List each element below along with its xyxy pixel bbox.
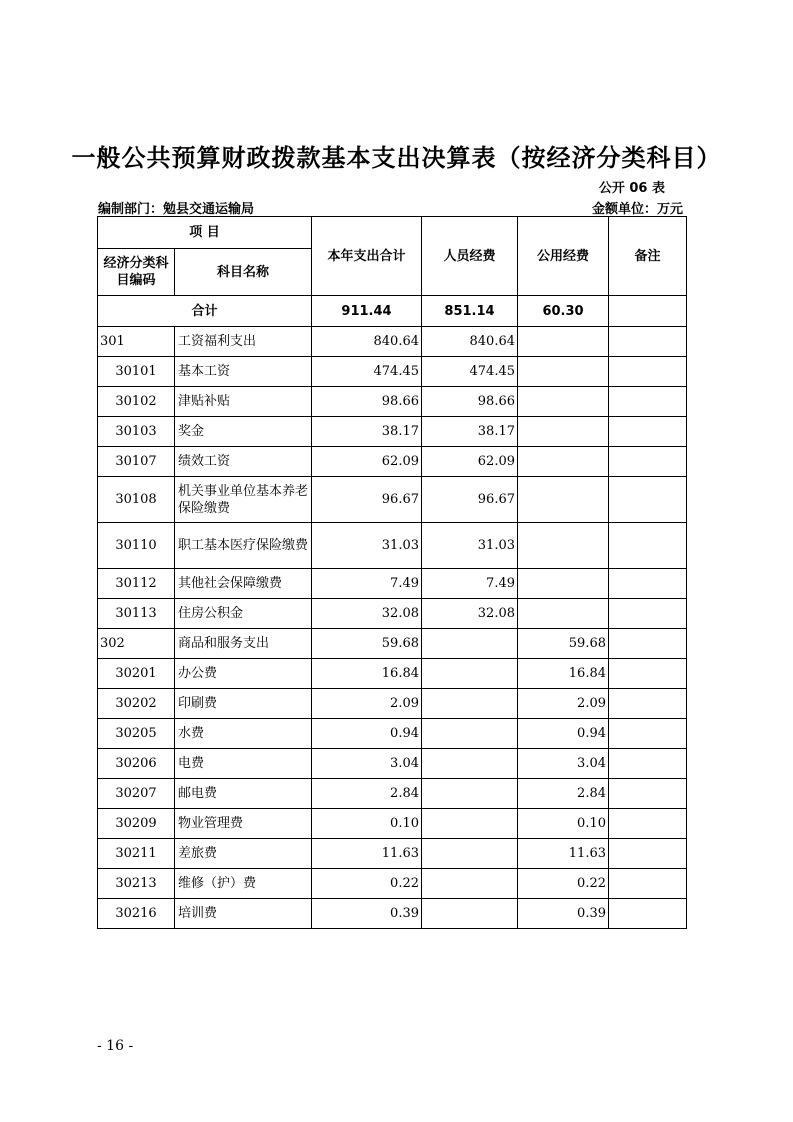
public-cell: 0.94 bbox=[518, 719, 609, 749]
form-number: 公开 06 表 bbox=[598, 181, 665, 196]
note-cell bbox=[609, 447, 687, 477]
note-cell bbox=[609, 357, 687, 387]
public-cell: 16.84 bbox=[518, 659, 609, 689]
table-row bbox=[98, 417, 687, 447]
name-cell: 工资福利支出 bbox=[175, 327, 312, 357]
code-cell: 302 bbox=[98, 629, 175, 659]
total-personnel: 851.14 bbox=[422, 296, 518, 327]
note-cell bbox=[609, 569, 687, 599]
personnel-cell bbox=[422, 749, 518, 779]
name-cell: 基本工资 bbox=[175, 357, 312, 387]
name-cell: 印刷费 bbox=[175, 689, 312, 719]
personnel-cell: 96.67 bbox=[422, 477, 518, 523]
name-cell: 其他社会保障缴费 bbox=[175, 569, 312, 599]
personnel-cell bbox=[422, 629, 518, 659]
total-row bbox=[98, 296, 687, 327]
note-cell bbox=[609, 749, 687, 779]
personnel-cell: 31.03 bbox=[422, 523, 518, 569]
unit-label: 金额单位：万元 bbox=[591, 202, 683, 217]
note-cell bbox=[609, 417, 687, 447]
total-cell: 2.84 bbox=[312, 779, 422, 809]
total-cell: 62.09 bbox=[312, 447, 422, 477]
total-cell: 98.66 bbox=[312, 387, 422, 417]
name-cell: 住房公积金 bbox=[175, 599, 312, 629]
note-cell bbox=[609, 523, 687, 569]
table-row bbox=[98, 869, 687, 899]
note-cell bbox=[609, 719, 687, 749]
public-cell: 0.10 bbox=[518, 809, 609, 839]
code-cell: 30213 bbox=[98, 869, 175, 899]
code-cell: 30202 bbox=[98, 689, 175, 719]
public-cell: 0.22 bbox=[518, 869, 609, 899]
total-cell: 38.17 bbox=[312, 417, 422, 447]
header-project: 项 目 bbox=[98, 217, 312, 249]
public-cell bbox=[518, 523, 609, 569]
note-cell bbox=[609, 327, 687, 357]
total-cell: 0.10 bbox=[312, 809, 422, 839]
public-cell: 3.04 bbox=[518, 749, 609, 779]
name-cell: 维修（护）费 bbox=[175, 869, 312, 899]
table-row bbox=[98, 569, 687, 599]
total-public: 60.30 bbox=[518, 296, 609, 327]
code-cell: 30201 bbox=[98, 659, 175, 689]
table-row bbox=[98, 839, 687, 869]
name-cell: 物业管理费 bbox=[175, 809, 312, 839]
total-label: 合计 bbox=[98, 296, 312, 327]
code-cell: 30108 bbox=[98, 477, 175, 523]
department-label: 编制部门：勉县交通运输局 bbox=[98, 202, 255, 217]
public-cell: 2.09 bbox=[518, 689, 609, 719]
public-cell bbox=[518, 477, 609, 523]
code-cell: 30113 bbox=[98, 599, 175, 629]
code-cell: 30205 bbox=[98, 719, 175, 749]
table-row bbox=[98, 357, 687, 387]
table-row bbox=[98, 779, 687, 809]
code-cell: 30209 bbox=[98, 809, 175, 839]
note-cell bbox=[609, 809, 687, 839]
personnel-cell bbox=[422, 899, 518, 929]
personnel-cell bbox=[422, 689, 518, 719]
public-cell bbox=[518, 387, 609, 417]
name-cell: 培训费 bbox=[175, 899, 312, 929]
total-cell: 11.63 bbox=[312, 839, 422, 869]
personnel-cell bbox=[422, 719, 518, 749]
table-row bbox=[98, 809, 687, 839]
name-cell: 办公费 bbox=[175, 659, 312, 689]
table-row bbox=[98, 899, 687, 929]
table-row bbox=[98, 477, 687, 523]
public-cell bbox=[518, 357, 609, 387]
name-cell: 水费 bbox=[175, 719, 312, 749]
personnel-cell bbox=[422, 869, 518, 899]
total-cell: 474.45 bbox=[312, 357, 422, 387]
name-cell: 职工基本医疗保险缴费 bbox=[175, 523, 312, 569]
name-cell: 邮电费 bbox=[175, 779, 312, 809]
total-cell: 0.94 bbox=[312, 719, 422, 749]
code-cell: 30216 bbox=[98, 899, 175, 929]
public-cell: 2.84 bbox=[518, 779, 609, 809]
name-cell: 差旅费 bbox=[175, 839, 312, 869]
code-cell: 30101 bbox=[98, 357, 175, 387]
table-row bbox=[98, 689, 687, 719]
personnel-cell: 32.08 bbox=[422, 599, 518, 629]
total-cell: 32.08 bbox=[312, 599, 422, 629]
public-cell: 0.39 bbox=[518, 899, 609, 929]
table-row bbox=[98, 659, 687, 689]
header-personnel: 人员经费 bbox=[422, 217, 518, 296]
table-row bbox=[98, 629, 687, 659]
personnel-cell: 7.49 bbox=[422, 569, 518, 599]
name-cell: 津贴补贴 bbox=[175, 387, 312, 417]
note-cell bbox=[609, 899, 687, 929]
table-row bbox=[98, 387, 687, 417]
personnel-cell: 62.09 bbox=[422, 447, 518, 477]
note-cell bbox=[609, 387, 687, 417]
name-cell: 电费 bbox=[175, 749, 312, 779]
total-cell: 0.22 bbox=[312, 869, 422, 899]
name-cell: 奖金 bbox=[175, 417, 312, 447]
total-cell: 16.84 bbox=[312, 659, 422, 689]
personnel-cell bbox=[422, 839, 518, 869]
personnel-cell: 474.45 bbox=[422, 357, 518, 387]
name-cell: 绩效工资 bbox=[175, 447, 312, 477]
table-row bbox=[98, 327, 687, 357]
personnel-cell: 98.66 bbox=[422, 387, 518, 417]
table-row bbox=[98, 599, 687, 629]
page-title: 一般公共预算财政拨款基本支出决算表（按经济分类科目） bbox=[71, 144, 722, 172]
note-cell bbox=[609, 477, 687, 523]
header-note: 备注 bbox=[609, 217, 687, 296]
total-cell: 96.67 bbox=[312, 477, 422, 523]
total-cell: 0.39 bbox=[312, 899, 422, 929]
table-row bbox=[98, 447, 687, 477]
total-cell: 7.49 bbox=[312, 569, 422, 599]
code-cell: 30112 bbox=[98, 569, 175, 599]
note-cell bbox=[609, 599, 687, 629]
total-cell: 3.04 bbox=[312, 749, 422, 779]
personnel-cell bbox=[422, 809, 518, 839]
total-cell: 59.68 bbox=[312, 629, 422, 659]
public-cell bbox=[518, 447, 609, 477]
public-cell: 11.63 bbox=[518, 839, 609, 869]
note-cell bbox=[609, 689, 687, 719]
public-cell bbox=[518, 569, 609, 599]
code-cell: 30211 bbox=[98, 839, 175, 869]
total-cell: 840.64 bbox=[312, 327, 422, 357]
personnel-cell bbox=[422, 659, 518, 689]
name-cell: 商品和服务支出 bbox=[175, 629, 312, 659]
code-cell: 30103 bbox=[98, 417, 175, 447]
total-note bbox=[609, 296, 687, 327]
public-cell bbox=[518, 599, 609, 629]
code-cell: 30107 bbox=[98, 447, 175, 477]
expenditure-table bbox=[97, 216, 687, 929]
name-cell: 机关事业单位基本养老保险缴费 bbox=[175, 477, 312, 523]
note-cell bbox=[609, 779, 687, 809]
note-cell bbox=[609, 869, 687, 899]
header-name: 科目名称 bbox=[175, 249, 312, 296]
public-cell bbox=[518, 327, 609, 357]
table-row bbox=[98, 523, 687, 569]
header-row-top bbox=[98, 217, 687, 249]
code-cell: 30206 bbox=[98, 749, 175, 779]
note-cell bbox=[609, 839, 687, 869]
code-cell: 301 bbox=[98, 327, 175, 357]
header-code: 经济分类科目编码 bbox=[98, 249, 175, 296]
header-public: 公用经费 bbox=[518, 217, 609, 296]
total-value: 911.44 bbox=[312, 296, 422, 327]
personnel-cell: 38.17 bbox=[422, 417, 518, 447]
note-cell bbox=[609, 659, 687, 689]
personnel-cell: 840.64 bbox=[422, 327, 518, 357]
personnel-cell bbox=[422, 779, 518, 809]
table-row bbox=[98, 719, 687, 749]
table-row bbox=[98, 749, 687, 779]
page-number: - 16 - bbox=[97, 1038, 134, 1054]
header-total: 本年支出合计 bbox=[312, 217, 422, 296]
code-cell: 30207 bbox=[98, 779, 175, 809]
code-cell: 30110 bbox=[98, 523, 175, 569]
public-cell bbox=[518, 417, 609, 447]
public-cell: 59.68 bbox=[518, 629, 609, 659]
code-cell: 30102 bbox=[98, 387, 175, 417]
total-cell: 31.03 bbox=[312, 523, 422, 569]
note-cell bbox=[609, 629, 687, 659]
total-cell: 2.09 bbox=[312, 689, 422, 719]
